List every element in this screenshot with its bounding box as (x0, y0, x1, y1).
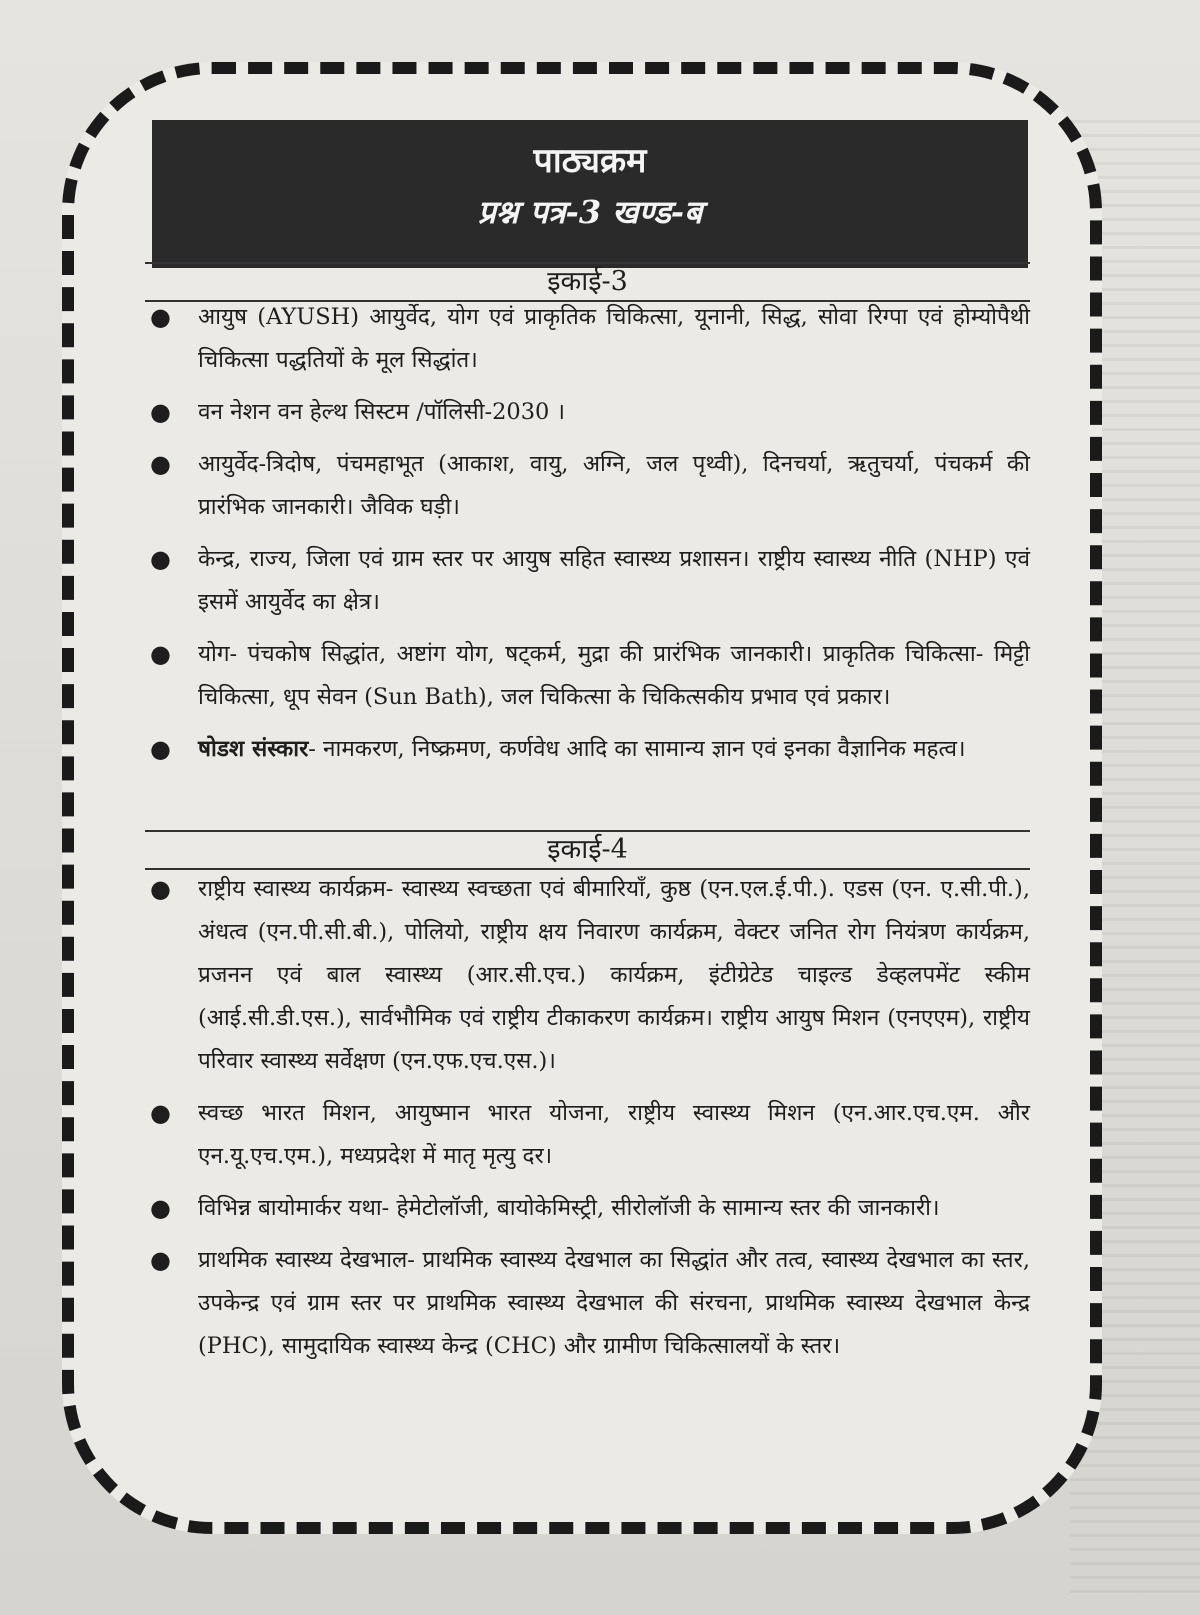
bullet-icon: ● (150, 875, 171, 903)
bullet-icon: ● (150, 545, 171, 573)
bullet-icon: ● (150, 735, 171, 763)
list-item: ● स्वच्छ भारत मिशन, आयुष्मान भारत योजना, राष्ट्रीय स्वास्थ्य मिशन (एन.आर.एच.एम. और एन.यू.एच.एम.), मध्यप्रदेश में मातृ मृत्यु दर। (140, 1092, 1030, 1178)
list-item: ● आयुर्वेद-त्रिदोष, पंचमहाभूत (आकाश, वायु, अग्नि, जल पृथ्वी), दिनचर्या, ऋतुचर्या, पंचकर्म की प्रारंभिक जानकारी। जैविक घड़ी। (140, 443, 1030, 529)
list-item: ● आयुष (AYUSH) आयुर्वेद, योग एवं प्राकृतिक चिकित्सा, यूनानी, सिद्ध, सोवा रिग्पा एवं होम्योपैथी चिकित्सा पद्धतियों के मूल सिद्धांत। (140, 296, 1030, 382)
syllabus-header (152, 120, 1028, 268)
bullet-icon: ● (150, 1099, 171, 1127)
bullet-icon: ● (150, 1246, 171, 1274)
unit-heading: इकाई-3 (145, 262, 1030, 302)
bullet-icon: ● (150, 450, 171, 478)
unit-heading: इकाई-4 (145, 830, 1030, 870)
list-item: ● केन्द्र, राज्य, जिला एवं ग्राम स्तर पर आयुष सहित स्वास्थ्य प्रशासन। राष्ट्रीय स्वास्थ्य नीति (NHP) एवं इसमें आयुर्वेद का क्षेत्र। (140, 538, 1030, 624)
unit-4-list (140, 868, 1030, 1377)
list-item: ● राष्ट्रीय स्वास्थ्य कार्यक्रम- स्वास्थ्य स्वच्छता एवं बीमारियाँ, कुष्ठ (एन.एल.ई.पी.). एडस (एन. ए.सी.पी.), अंधत्व (एन.पी.सी.बी.), पोलियो, राष्ट्रीय क्षय निवारण कार्यक्रम, वेक्टर जनित रोग नियंत्रण कार्यक्रम, प्रजनन एवं बाल स्वास्थ्य (आर.सी.एच.) कार्यक्रम, इंटीग्रेटेड चाइल्ड डेव्हलपमेंट स्कीम (आई.सी.डी.एस.), सार्वभौमिक एवं राष्ट्रीय टीकाकरण कार्यक्रम। राष्ट्रीय आयुष मिशन (एनएएम), राष्ट्रीय परिवार स्वास्थ्य सर्वेक्षण (एन.एफ.एच.एस.)। (140, 868, 1030, 1083)
bullet-icon: ● (150, 640, 171, 668)
bullet-icon: ● (150, 1194, 171, 1222)
header-subtitle: प्रश्न पत्र-3 खण्ड-ब (477, 193, 703, 231)
list-item: ● वन नेशन वन हेल्थ सिस्टम /पॉलिसी-2030 । (140, 391, 1030, 434)
list-item: ● षोडश संस्कार- नामकरण, निष्क्रमण, कर्णवेध आदि का सामान्य ज्ञान एवं इनका वैज्ञानिक महत्व। (140, 728, 1030, 771)
bullet-icon: ● (150, 303, 171, 331)
bullet-icon: ● (150, 398, 171, 426)
list-item: ● विभिन्न बायोमार्कर यथा- हेमेटोलॉजी, बायोकेमिस्ट्री, सीरोलॉजी के सामान्य स्तर की जानकारी। (140, 1187, 1030, 1230)
unit-3-list (140, 296, 1030, 780)
header-title: पाठ्यक्रम (533, 141, 647, 181)
bold-term: षोडश संस्कार (198, 736, 309, 762)
list-item: ● प्राथमिक स्वास्थ्य देखभाल- प्राथमिक स्वास्थ्य देखभाल का सिद्धांत और तत्व, स्वास्थ्य देखभाल का स्तर, उपकेन्द्र एवं ग्राम स्तर पर प्राथमिक स्वास्थ्य देखभाल की संरचना, प्राथमिक स्वास्थ्य देखभाल केन्द्र (PHC), सामुदायिक स्वास्थ्य केन्द्र (CHC) और ग्रामीण चिकित्सालयों के स्तर। (140, 1239, 1030, 1368)
list-item: ● योग- पंचकोष सिद्धांत, अष्टांग योग, षट्कर्म, मुद्रा की प्रारंभिक जानकारी। प्राकृतिक चिकित्सा- मिट्टी चिकित्सा, धूप सेवन (Sun Bath), जल चिकित्सा के चिकित्सकीय प्रभाव एवं प्रकार। (140, 633, 1030, 719)
